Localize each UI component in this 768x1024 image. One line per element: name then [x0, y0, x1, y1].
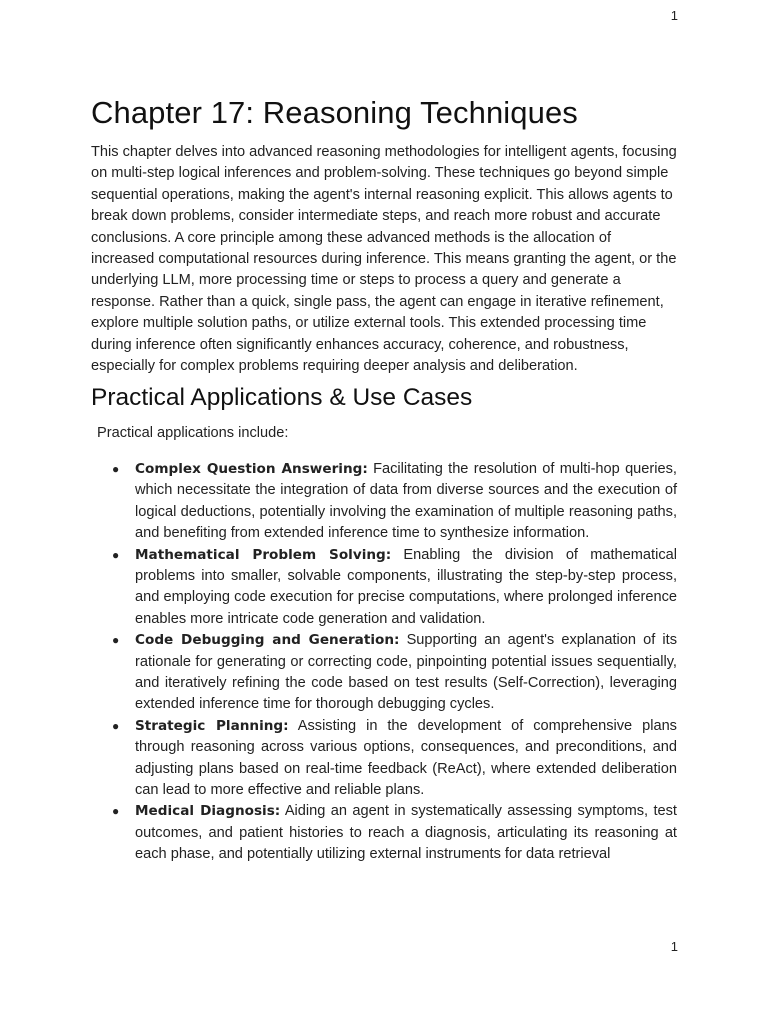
list-item-term: Mathematical Problem Solving: [135, 546, 392, 563]
list-item-term: Code Debugging and Generation: [135, 632, 400, 649]
bullet-icon: ● [112, 633, 120, 648]
applications-list [91, 459, 677, 866]
list-item-text: Aiding an agent in systematically assessing symptoms, test outcomes, and patient histories to reach a diagnosis, articulating its reasoning at each phase, and potentially utilizing external instruments for data retrieval [135, 803, 677, 863]
list-item [91, 630, 677, 716]
section-lead: Practical applications include: [97, 425, 289, 442]
page-number-top: 1 [670, 8, 678, 23]
list-item [91, 545, 677, 631]
bullet-icon: ● [112, 718, 120, 733]
list-item-term: Complex Question Answering: [135, 460, 368, 477]
list-item-term: Medical Diagnosis: [135, 803, 281, 820]
list-item [91, 801, 677, 865]
list-item-term: Strategic Planning: [135, 717, 289, 734]
chapter-title: Chapter 17: Reasoning Techniques [91, 95, 578, 130]
bullet-icon: ● [112, 804, 120, 819]
section-title: Practical Applications & Use Cases [91, 384, 473, 412]
list-item [91, 716, 677, 802]
list-item-text: Enabling the division of mathematical problems into smaller, solvable components, illustrating the step-by-step process, and employing code execution for precise computations, where prolonged inference enables more intricate code generation and validation. [135, 546, 677, 627]
page-content [91, 92, 677, 866]
page-number-bottom: 1 [670, 939, 678, 954]
list-item-text: Assisting in the development of comprehensive plans through reasoning across various options, consequences, and preconditions, and adjusting plans based on real-time feedback (ReAct), where extended deliberation can lead to more effective and reliable plans. [135, 717, 677, 798]
bullet-icon: ● [112, 547, 120, 562]
chapter-intro-paragraph: This chapter delves into advanced reasoning methodologies for intelligent agents, focusing on multi-step logical inferences and problem-solving. These techniques go beyond simple sequential operations, making the agent's internal reasoning explicit. This allows agents to break down problems, consider intermediate steps, and reach more robust and accurate conclusions. A core principle among these advanced methods is the allocation of increased computational resources during inference. This means granting the agent, or the underlying LLM, more processing time or steps to process a query and generate a response. Rather than a quick, single pass, the agent can engage in iterative refinement, explore multiple solution paths, or utilize external tools. This extended processing time during inference often significantly enhances accuracy, coherence, and robustness, especially for complex problems requiring deeper analysis and deliberation. [91, 144, 677, 375]
list-item-text: Supporting an agent's explanation of its rationale for generating or correcting code, pinpointing potential issues sequentially, and iteratively refining the code based on test results (Self-Correction), leveraging extended inference time for thorough debugging cycles. [135, 632, 678, 713]
list-item-text: Facilitating the resolution of multi-hop queries, which necessitate the integration of data from diverse sources and the execution of logical deductions, potentially involving the examination of multiple reasoning paths, and benefiting from extended inference time to synthesize information. [135, 460, 677, 542]
bullet-icon: ● [112, 461, 120, 476]
list-item [91, 459, 677, 545]
